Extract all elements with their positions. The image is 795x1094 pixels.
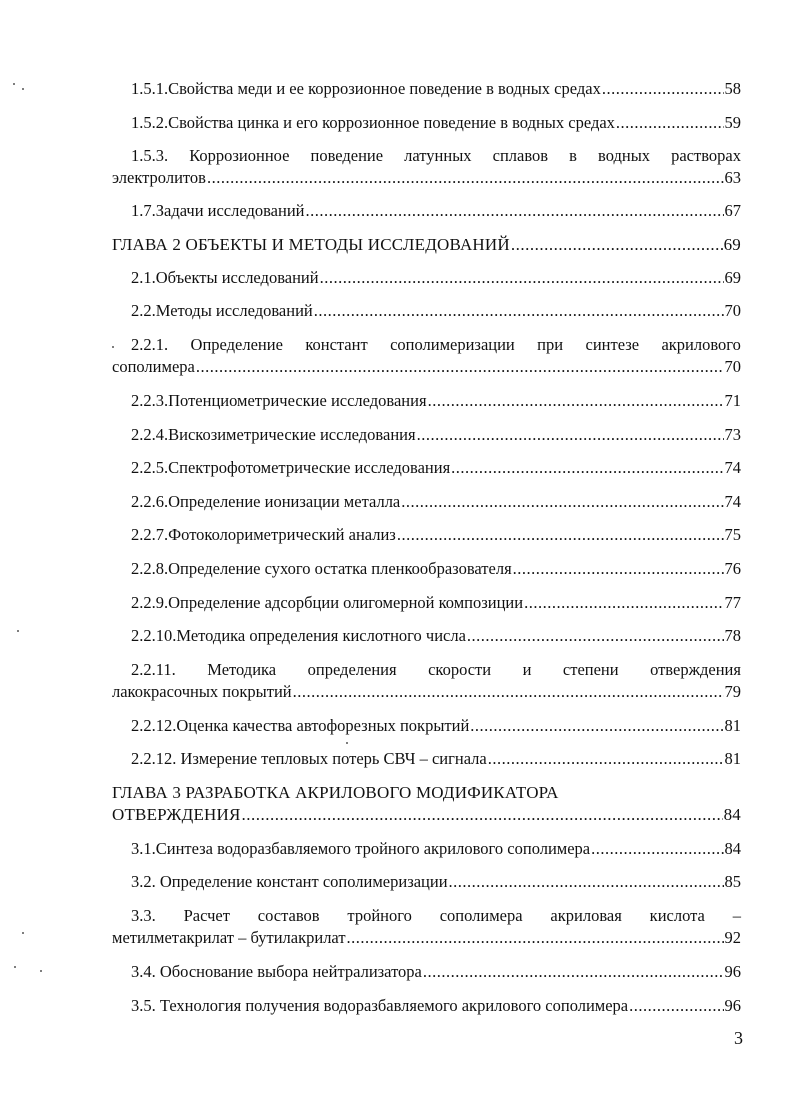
entry-title-word: Расчет [183,906,230,925]
toc-entry [131,592,741,613]
entry-title: метилметакрилат – бутилакрилат [112,928,346,947]
entry-number: 2.2.9. [131,593,169,612]
toc-entry [131,871,741,892]
entry-page: 74 [724,458,741,477]
toc-chapter-continuation [112,804,741,825]
dot-leader [591,838,723,859]
entry-title: Задачи исследований [155,201,305,220]
dot-leader [511,234,723,255]
dot-leader [428,390,724,411]
entry-page: 71 [724,391,741,410]
dot-leader [417,424,724,445]
entry-title: Оценка качества автофорезных покрытий [176,716,470,735]
entry-title-word: при [537,335,564,354]
entry-title: Методика определения кислотного числа [176,626,466,645]
entry-title: Фотоколориметрический анализ [168,525,396,544]
entry-number: 2.2. [131,301,156,320]
entry-title-word: Определение [190,335,283,354]
entry-title-word: поведение [310,146,384,165]
dot-leader [616,112,724,133]
scan-speck [14,966,16,968]
entry-page: 77 [724,593,741,612]
toc-entry-continuation [112,927,741,948]
entry-number: 3.1. [131,839,156,858]
toc-entry [131,267,741,288]
entry-title-word: – [732,906,741,925]
entry-number: 2.2.11. [131,660,176,679]
dot-leader [524,592,723,613]
dot-leader [423,961,724,982]
entry-page: 67 [724,201,741,220]
dot-leader [629,995,723,1016]
toc-entry [131,961,741,982]
toc-entry [131,145,741,166]
dot-leader [242,804,723,825]
entry-title: Определение сухого остатка пленкообразователя [168,559,512,578]
entry-number: 3.3. [131,906,156,925]
toc-entry [131,995,741,1016]
dot-leader [293,681,724,702]
entry-number: 1.7. [131,201,156,220]
entry-page: 84 [724,839,741,858]
dot-leader [602,78,724,99]
entry-title-word: отверждения [650,660,741,679]
entry-page: 69 [723,235,741,254]
entry-title-word: синтезе [585,335,640,354]
scan-speck [13,83,15,85]
entry-title: 2.1.Объекты исследований [131,268,319,287]
dot-leader [306,200,724,221]
dot-leader [467,625,724,646]
entry-page: 59 [724,113,741,132]
chapter-title: ГЛАВА 3 РАЗРАБОТКА АКРИЛОВОГО МОДИФИКАТОРА [112,783,559,802]
entry-title: 3.4. Обоснование выбора нейтрализатора [131,962,422,981]
entry-title-word: сплавов [492,146,549,165]
entry-title: Определение ионизации металла [168,492,401,511]
entry-page: 76 [724,559,741,578]
toc-entry [131,334,741,355]
toc-entry [131,200,741,221]
toc-entry [131,905,741,926]
entry-page: 69 [724,268,741,287]
entry-number: 1.5.3. [131,146,169,165]
toc-entry [131,300,741,321]
dot-leader [347,927,724,948]
entry-number: 2.2.5. [131,458,169,477]
toc-entry-continuation [112,681,741,702]
entry-title-word: степени [562,660,619,679]
toc-entry-continuation [112,356,741,377]
dot-leader [314,300,724,321]
entry-title-word: скорости [428,660,492,679]
entry-title: Вискозиметрические исследования [168,425,416,444]
toc-entry [131,715,741,736]
entry-title-word: кислота [649,906,705,925]
entry-page: 78 [724,626,741,645]
entry-page: 81 [724,749,741,768]
entry-title: Потенциометрические исследования [168,391,427,410]
entry-title-word: сополимеризации [390,335,515,354]
entry-title-word: определения [307,660,397,679]
dot-leader [397,524,724,545]
entry-title-word: акриловая [550,906,622,925]
entry-title-word: констант [305,335,368,354]
entry-title: Свойства цинка и его коррозионное поведение в водных средах [168,113,615,132]
entry-title-word: водных [598,146,651,165]
toc-chapter-entry [112,782,741,803]
toc-entry [131,838,741,859]
entry-title-word: растворах [671,146,741,165]
dot-leader [451,457,723,478]
entry-title: 2.2.12. Измерение тепловых потерь СВЧ – сигнала [131,749,487,768]
entry-page: 84 [723,805,741,824]
entry-title: Методы исследований [155,301,313,320]
entry-title: 3.5. Технология получения водоразбавляемого акрилового сополимера [131,996,629,1015]
entry-title-word: латунных [404,146,472,165]
dot-leader [449,871,724,892]
entry-title: Синтеза водоразбавляемого тройного акрилового сополимера [155,839,591,858]
entry-page: 70 [724,301,741,320]
entry-title: 3.2. Определение констант сополимеризации [131,872,448,891]
entry-page: 73 [724,425,741,444]
scan-speck [112,346,114,348]
entry-page: 75 [724,525,741,544]
entry-page: 85 [724,872,741,891]
entry-page: 70 [724,357,741,376]
dot-leader [196,356,724,377]
scan-speck [22,932,24,934]
toc-entry-continuation [112,167,741,188]
entry-page: 79 [724,682,741,701]
entry-page: 96 [724,962,741,981]
entry-number: 2.2.10. [131,626,177,645]
dot-leader [401,491,723,512]
toc-entry [131,424,741,445]
toc-entry [131,748,741,769]
entry-title: электролитов [112,168,206,187]
entry-page: 81 [724,716,741,735]
entry-number: 2.2.6. [131,492,169,511]
entry-number: 2.2.3. [131,391,169,410]
entry-page: 63 [724,168,741,187]
toc-entry [131,558,741,579]
toc-entry [131,112,741,133]
dot-leader [207,167,724,188]
entry-title-word: Коррозионное [189,146,290,165]
entry-title-word: в [569,146,577,165]
entry-title-word: акрилового [661,335,741,354]
entry-title: лакокрасочных покрытий [112,682,292,701]
entry-title-word: тройного [347,906,412,925]
toc-entry [131,659,741,680]
entry-number: 2.2.8. [131,559,169,578]
scan-speck [40,970,42,972]
toc-chapter-entry [112,234,741,255]
entry-title: Свойства меди и ее коррозионное поведение в водных средах [168,79,601,98]
entry-page: 74 [724,492,741,511]
entry-number: 2.2.1. [131,335,169,354]
scan-speck [22,88,24,90]
scan-speck [17,630,19,632]
page-number: 3 [734,1028,743,1048]
entry-title-word: и [522,660,532,679]
entry-title: Определение адсорбции олигомерной композиции [168,593,524,612]
entry-number: 2.2.12. [131,716,177,735]
dot-leader [320,267,724,288]
entry-page: 92 [724,928,741,947]
dot-leader [470,715,723,736]
toc-entry [131,524,741,545]
toc-entry [131,491,741,512]
chapter-title: ОТВЕРЖДЕНИЯ [112,805,241,824]
toc-entry [131,625,741,646]
entry-page: 96 [724,996,741,1015]
entry-title-word: Методика [207,660,277,679]
entry-title: Спектрофотометрические исследования [168,458,451,477]
dot-leader [488,748,724,769]
toc-entry [131,78,741,99]
scan-speck [346,742,348,744]
entry-number: 2.2.7. [131,525,169,544]
entry-number: 2.2.4. [131,425,169,444]
entry-number: 1.5.1. [131,79,169,98]
entry-page: 58 [724,79,741,98]
dot-leader [513,558,724,579]
chapter-title: ГЛАВА 2 ОБЪЕКТЫ И МЕТОДЫ ИССЛЕДОВАНИЙ [112,235,510,254]
entry-number: 1.5.2. [131,113,169,132]
entry-title-word: составов [257,906,320,925]
entry-title: сополимера [112,357,195,376]
toc-entry [131,390,741,411]
toc-entry [131,457,741,478]
entry-title-word: сополимера [439,906,523,925]
